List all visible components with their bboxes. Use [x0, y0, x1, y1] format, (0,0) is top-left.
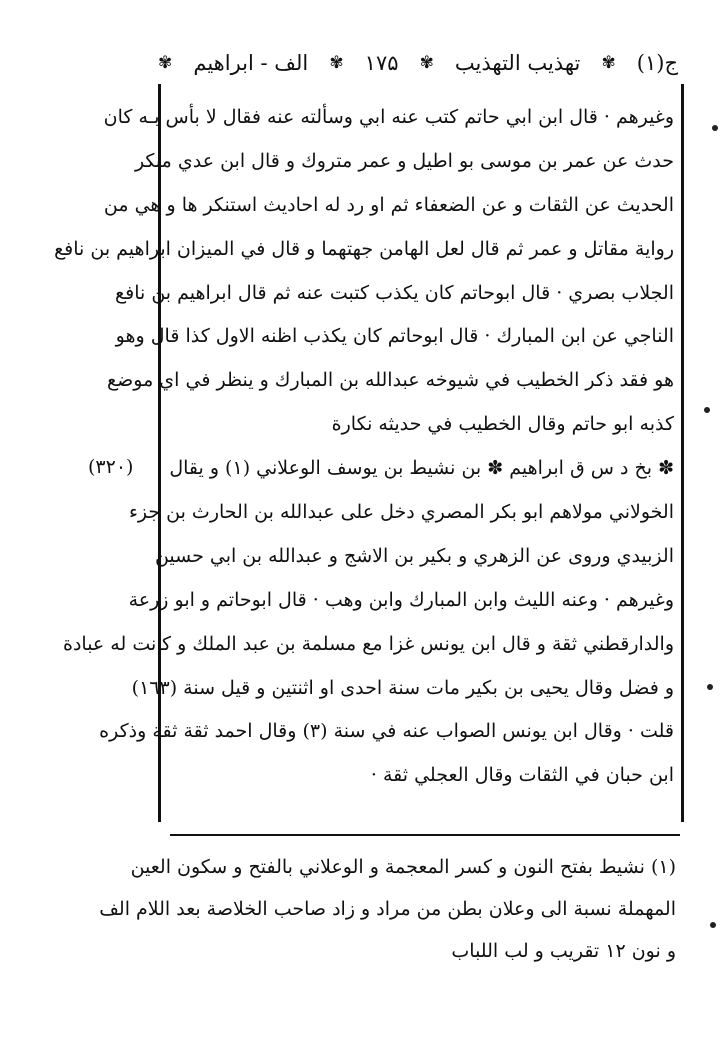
text-line: وغيرهم · وعنه الليث وابن المبارك وابن وهب · قال ابوحاتم و ابو زرعة	[128, 588, 674, 611]
text-line: الخولاني مولاهم ابو بكر المصري دخل على عبدالله بن الحارث بن جزء	[128, 501, 674, 524]
scan-speck	[704, 407, 710, 413]
page-header	[158, 40, 678, 86]
flower-ornament-icon: ✾	[158, 53, 173, 73]
text-line: قلت · وقال ابن يونس الصواب عنه في سنة (۳) وقال احمد ثقة ثقة وذكره	[99, 720, 674, 743]
footnote-line: و نون ۱۲ تقريب و لب اللباب	[451, 940, 676, 962]
scan-speck	[712, 125, 718, 131]
text-line: وغيرهم · قال ابن ابي حاتم كتب عنه ابي وسألته عنه فقال لا بأس بـه كان	[103, 106, 674, 128]
text-line: الناجي عن ابن المبارك · قال ابوحاتم كان يكذب اظنه الاول كذا قال وهو	[115, 325, 674, 348]
text-line: ابن حبان في الثقات وقال العجلي ثقة ·	[370, 764, 674, 787]
book-title: تهذيب التهذيب	[454, 51, 581, 75]
text-line: والدارقطني ثقة و قال ابن يونس غزا مع مسلمة بن عبد الملك و كانت له عبادة	[62, 632, 674, 655]
entry-heading-line: ✽ بخ د س ق ابراهيم ✽ بن نشيط بن يوسف الوعلاني (۱) و يقال	[169, 457, 674, 480]
text-line: الجلاب بصري · قال ابوحاتم كان يكذب كتبت عنه ثم قال ابراهيم بن نافع	[115, 281, 674, 304]
footnotes	[99, 846, 676, 972]
text-line: و فضل وقال يحيى بن بكير مات سنة احدى او اثنتين و قيل سنة (۱٦٣)	[131, 676, 674, 699]
flower-ornament-icon: ✾	[419, 53, 434, 73]
text-line: حدث عن عمر بن موسى بو اطيل و عمر متروك و قال ابن عدي منكر	[134, 149, 674, 172]
text-line: هو فقد ذكر الخطيب في شيوخه عبدالله بن المبارك و ينظر في اي موضع	[107, 369, 674, 392]
scan-speck	[707, 684, 713, 690]
footnote-line: المهملة نسبة الى وعلان بطن من مراد و زاد صاحب الخلاصة بعد اللام الف	[99, 898, 676, 920]
text-line: الحديث عن الثقات و عن الضعفاء ثم او رد له احاديث استنكر ها و هي من	[103, 193, 674, 216]
scan-speck	[710, 922, 716, 928]
page-number: ۱۷۵	[364, 51, 399, 75]
entry-number: (۳۲۰)	[88, 456, 134, 478]
footnote-line: (۱) نشيط بفتح النون و كسر المعجمة و الوعلاني بالفتح و سكون العين	[130, 856, 676, 878]
text-line: الزبيدي وروى عن الزهري و بكير بن الاشج و عبدالله بن ابي حسين	[154, 544, 674, 567]
section-title: الف - ابراهيم	[193, 51, 309, 75]
flower-ornament-icon: ✾	[329, 53, 344, 73]
volume-label: ج(۱)	[636, 51, 678, 75]
text-line: رواية مقاتل و عمر ثم قال لعل الهامن جهتهما و قال في الميزان ابراهيم بن نافع	[54, 237, 674, 260]
text-line: كذبه ابو حاتم وقال الخطيب في حديثه نكارة	[331, 413, 674, 436]
flower-ornament-icon: ✾	[601, 53, 616, 73]
footnote-divider	[170, 834, 680, 836]
